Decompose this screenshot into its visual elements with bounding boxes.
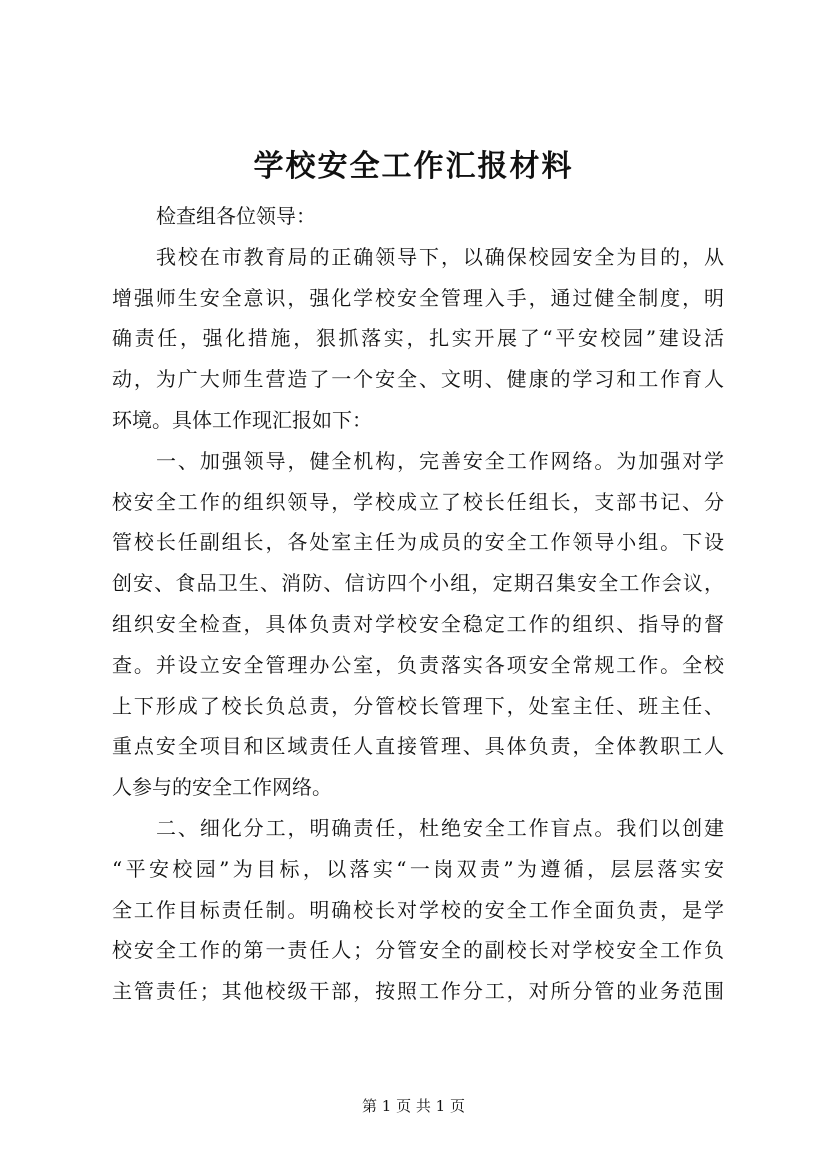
text-line: 主管责任；其他校级干部，按照工作分工，对所分管的业务范围 (112, 979, 724, 1004)
text-line: 动，为广大师生营造了一个安全、文明、健康的学习和工作育人 (112, 367, 724, 392)
text-line: 创安、食品卫生、消防、信访四个小组，定期召集安全工作会议， (112, 571, 724, 596)
text-line: 全工作目标责任制。明确校长对学校的安全工作全面负责，是学 (112, 897, 724, 922)
page-footer: 第 1 页 共 1 页 (362, 1097, 465, 1115)
document-title: 学校安全工作汇报材料 (253, 149, 574, 184)
text-line: 二、细化分工，明确责任，杜绝安全工作盲点。我们以创建 (156, 815, 724, 840)
text-line: 管校长任副组长，各处室主任为成员的安全工作领导小组。下设 (112, 530, 724, 555)
text-line: 确责任，强化措施，狠抓落实，扎实开展了“平安校园”建设活 (112, 326, 724, 351)
text-line: 检查组各位领导： (156, 204, 316, 228)
text-line: “平安校园”为目标，以落实“一岗双责”为遵循，层层落实安 (112, 856, 724, 881)
text-line: 校安全工作的第一责任人；分管安全的副校长对学校安全工作负 (112, 938, 724, 963)
text-line: 环境。具体工作现汇报如下： (112, 407, 372, 432)
text-line: 校安全工作的组织领导，学校成立了校长任组长，支部书记、分 (112, 489, 724, 514)
document-body (112, 196, 724, 1012)
text-line: 组织安全检查，具体负责对学校安全稳定工作的组织、指导的督 (112, 611, 724, 636)
text-line: 增强师生安全意识，强化学校安全管理入手，通过健全制度，明 (112, 285, 724, 310)
text-line: 人参与的安全工作网络。 (112, 775, 332, 800)
text-line: 一、加强领导，健全机构，完善安全工作网络。为加强对学 (156, 448, 724, 473)
text-line: 重点安全项目和区域责任人直接管理、具体负责，全体教职工人 (112, 734, 724, 759)
text-line: 上下形成了校长负总责，分管校长管理下，处室主任、班主任、 (112, 693, 724, 718)
text-line: 我校在市教育局的正确领导下，以确保校园安全为目的，从 (156, 244, 724, 269)
text-line: 查。并设立安全管理办公室，负责落实各项安全常规工作。全校 (112, 652, 724, 677)
